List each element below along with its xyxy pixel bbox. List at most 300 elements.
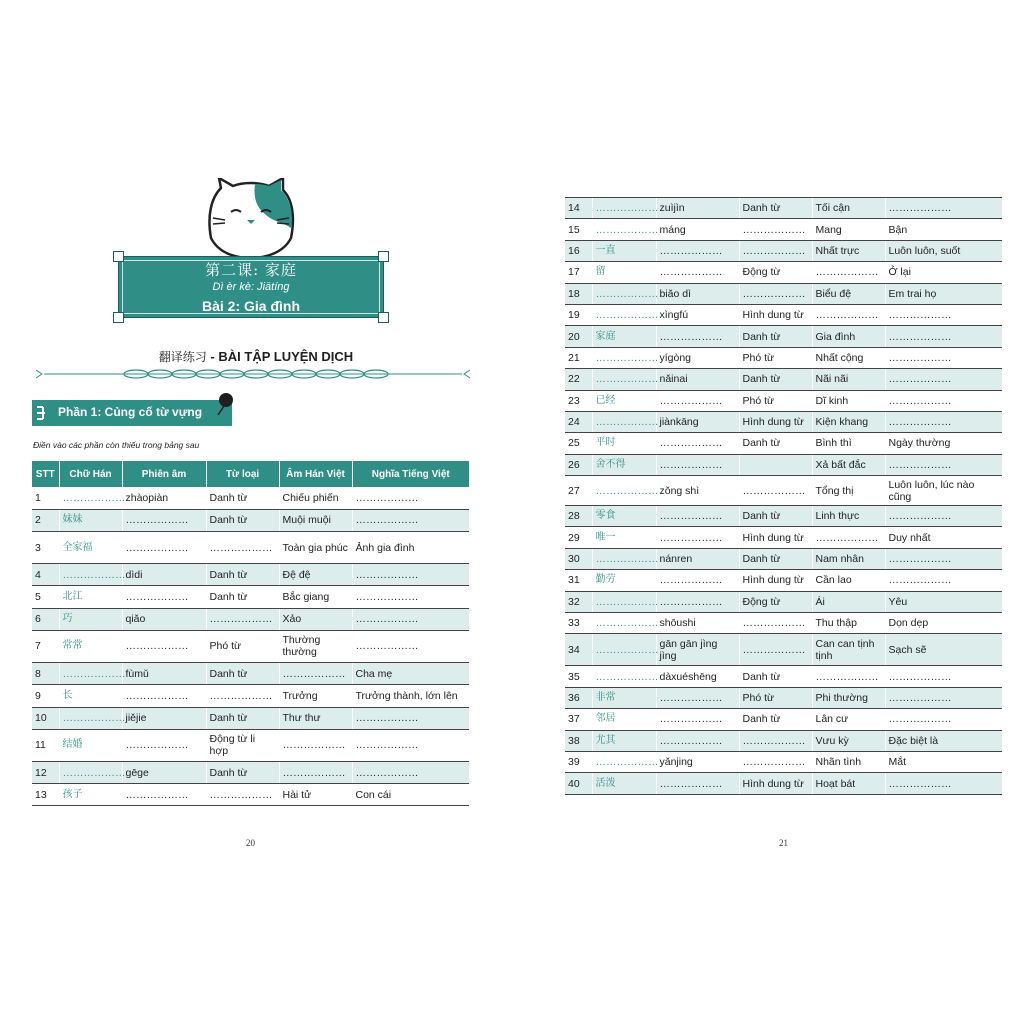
cell-phien-am: zǒng shì	[656, 476, 739, 506]
cell-chu-han[interactable]: ………………	[592, 369, 656, 390]
cell-nghia: Dọn dẹp	[885, 613, 1002, 634]
cell-nghia: Ngày thường	[885, 433, 1002, 454]
cell-nghia[interactable]: ………………	[885, 411, 1002, 432]
cell-am-han-viet: Đệ đệ	[279, 564, 352, 586]
cell-am-han-viet: Hoạt bát	[812, 773, 885, 794]
cell-am-han-viet: Nhất trực	[812, 240, 885, 261]
cell-chu-han: 结婚	[59, 729, 122, 761]
cell-tu-loai[interactable]: ………………	[739, 730, 812, 751]
cell-tu-loai: Phó từ	[206, 630, 279, 662]
cell-nghia[interactable]: ………………	[352, 586, 469, 608]
cell-am-han-viet: Thường thường	[279, 630, 352, 662]
cell-tu-loai[interactable]: ………………	[739, 751, 812, 772]
cell-chu-han[interactable]: ………………	[59, 761, 122, 783]
exercise-title-vi: BÀI TẬP LUYỆN DỊCH	[218, 349, 354, 364]
exercise-title: 翻译练习 - BÀI TẬP LUYỆN DỊCH	[158, 349, 354, 364]
vocab-table-right	[565, 197, 1002, 795]
cell-stt: 39	[565, 751, 592, 772]
cell-stt: 11	[32, 729, 59, 761]
cell-phien-am: qiǎo	[122, 608, 206, 630]
cell-nghia: Ở lại	[885, 262, 1002, 283]
cell-tu-loai: Phó từ	[739, 390, 812, 411]
cell-stt: 10	[32, 707, 59, 729]
lesson-pinyin: Dì èr kè: Jiātíng	[212, 281, 290, 293]
table-row	[32, 564, 469, 586]
cell-nghia[interactable]: ………………	[885, 773, 1002, 794]
cell-stt: 26	[565, 454, 592, 475]
cell-stt: 35	[565, 666, 592, 687]
cell-chu-han[interactable]: ………………	[592, 283, 656, 304]
cell-phien-am[interactable]: ………………	[122, 509, 206, 531]
cell-nghia: Luôn luôn, lúc nào cũng	[885, 476, 1002, 506]
cell-phien-am[interactable]: ………………	[656, 240, 739, 261]
cell-stt: 3	[32, 532, 59, 564]
cell-am-han-viet: Muội muội	[279, 509, 352, 531]
cell-chu-han: 非常	[592, 687, 656, 708]
cell-phien-am: xìngfú	[656, 304, 739, 325]
cell-nghia[interactable]: ………………	[885, 326, 1002, 347]
cell-nghia: Em trai họ	[885, 283, 1002, 304]
cell-phien-am[interactable]: ………………	[656, 390, 739, 411]
cell-chu-han: 唯一	[592, 527, 656, 548]
cell-tu-loai[interactable]: ………………	[739, 219, 812, 240]
cat-mascot-icon	[203, 178, 299, 258]
cell-stt: 23	[565, 390, 592, 411]
cell-nghia: Đặc biệt là	[885, 730, 1002, 751]
cell-am-han-viet: Nam nhân	[812, 548, 885, 569]
section-tab	[32, 400, 232, 426]
cell-chu-han: 长	[59, 685, 122, 707]
cell-phien-am[interactable]: ………………	[656, 527, 739, 548]
cell-tu-loai: Danh từ	[739, 369, 812, 390]
cell-am-han-viet: Kiện khang	[812, 411, 885, 432]
cell-phien-am[interactable]: ………………	[656, 326, 739, 347]
cell-phien-am[interactable]: ………………	[122, 532, 206, 564]
cell-stt: 40	[565, 773, 592, 794]
cell-am-han-viet: Mang	[812, 219, 885, 240]
cell-stt: 33	[565, 613, 592, 634]
table-row	[32, 608, 469, 630]
table-row	[565, 219, 1002, 240]
header-chu-han: Chữ Hán	[59, 461, 122, 487]
page-number-right: 21	[779, 838, 788, 848]
table-row	[565, 454, 1002, 475]
cell-am-han-viet: Nhất cộng	[812, 347, 885, 368]
cell-nghia[interactable]: ………………	[352, 487, 469, 509]
cell-chu-han: 邻居	[592, 709, 656, 730]
cell-tu-loai: Danh từ	[206, 509, 279, 531]
cell-stt: 18	[565, 283, 592, 304]
table-row	[32, 662, 469, 684]
cell-tu-loai: Danh từ	[206, 761, 279, 783]
cell-tu-loai: Động từ li hợp	[206, 729, 279, 761]
table-row	[565, 326, 1002, 347]
table-row	[565, 198, 1002, 219]
table-row	[565, 751, 1002, 772]
cell-am-han-viet: Phi thường	[812, 687, 885, 708]
cell-phien-am: yígòng	[656, 347, 739, 368]
cell-phien-am: máng	[656, 219, 739, 240]
cell-am-han-viet: Nãi nãi	[812, 369, 885, 390]
cell-stt: 9	[32, 685, 59, 707]
cell-tu-loai: Danh từ	[206, 662, 279, 684]
cell-phien-am: gēge	[122, 761, 206, 783]
cell-chu-han[interactable]: ………………	[59, 487, 122, 509]
cell-nghia: Mắt	[885, 751, 1002, 772]
cell-phien-am: nánren	[656, 548, 739, 569]
cell-nghia[interactable]: ………………	[885, 709, 1002, 730]
cell-chu-han: 常常	[59, 630, 122, 662]
cell-stt: 27	[565, 476, 592, 506]
table-row	[565, 527, 1002, 548]
pin-icon	[216, 392, 234, 416]
cell-chu-han: 一直	[592, 240, 656, 261]
table-row	[32, 729, 469, 761]
cell-tu-loai: Danh từ	[739, 198, 812, 219]
cell-chu-han[interactable]: ………………	[59, 564, 122, 586]
cell-tu-loai: Hình dung từ	[739, 773, 812, 794]
cell-phien-am: dìdi	[122, 564, 206, 586]
cell-tu-loai: Hình dung từ	[739, 570, 812, 591]
table-row	[565, 666, 1002, 687]
cell-tu-loai[interactable]: ………………	[739, 613, 812, 634]
cell-chu-han[interactable]: ………………	[592, 347, 656, 368]
cell-phien-am[interactable]: ………………	[122, 630, 206, 662]
cell-tu-loai: Danh từ	[739, 506, 812, 527]
cell-stt: 36	[565, 687, 592, 708]
cell-nghia[interactable]: ………………	[885, 304, 1002, 325]
cell-phien-am[interactable]: ………………	[122, 729, 206, 761]
cell-tu-loai: Danh từ	[206, 707, 279, 729]
cell-chu-han: 零食	[592, 506, 656, 527]
cell-nghia[interactable]: ………………	[352, 707, 469, 729]
cell-phien-am[interactable]: ………………	[122, 586, 206, 608]
cell-stt: 7	[32, 630, 59, 662]
cell-chu-han: 已经	[592, 390, 656, 411]
cell-am-han-viet: Gia đình	[812, 326, 885, 347]
cell-tu-loai: Phó từ	[739, 347, 812, 368]
table-row	[32, 487, 469, 509]
header-am-han-viet: Âm Hán Việt	[279, 461, 352, 487]
cell-am-han-viet: Trưởng	[279, 685, 352, 707]
page-number-left: 20	[246, 838, 255, 848]
table-row	[565, 730, 1002, 751]
cell-phien-am: nǎinai	[656, 369, 739, 390]
cell-stt: 29	[565, 527, 592, 548]
cell-chu-han[interactable]: ………………	[592, 613, 656, 634]
cell-nghia: Trưởng thành, lớn lên	[352, 685, 469, 707]
cell-tu-loai: Phó từ	[739, 687, 812, 708]
cell-tu-loai[interactable]: ………………	[206, 784, 279, 806]
table-row	[32, 784, 469, 806]
cell-phien-am: dàxuéshēng	[656, 666, 739, 687]
cell-am-han-viet[interactable]: ………………	[279, 729, 352, 761]
cell-chu-han: 活泼	[592, 773, 656, 794]
cell-phien-am[interactable]: ………………	[656, 262, 739, 283]
cell-chu-han[interactable]: ………………	[592, 198, 656, 219]
cell-stt: 31	[565, 570, 592, 591]
cell-stt: 19	[565, 304, 592, 325]
cell-nghia: Sạch sẽ	[885, 634, 1002, 666]
cell-chu-han: 留	[592, 262, 656, 283]
cell-nghia[interactable]: ………………	[352, 630, 469, 662]
table-row	[565, 433, 1002, 454]
cell-am-han-viet[interactable]: ………………	[812, 304, 885, 325]
cell-am-han-viet: Vưu kỳ	[812, 730, 885, 751]
cell-tu-loai: Danh từ	[206, 586, 279, 608]
table-row	[565, 773, 1002, 794]
cell-tu-loai[interactable]: ………………	[206, 532, 279, 564]
cell-am-han-viet: Bắc giang	[279, 586, 352, 608]
cell-chu-han[interactable]: ………………	[592, 591, 656, 612]
table-row	[565, 240, 1002, 261]
cell-am-han-viet: Ái	[812, 591, 885, 612]
cell-nghia[interactable]: ………………	[885, 687, 1002, 708]
cell-chu-han[interactable]: ………………	[592, 548, 656, 569]
cell-chu-han[interactable]: ………………	[59, 707, 122, 729]
table-row	[565, 390, 1002, 411]
table-row	[565, 476, 1002, 506]
cell-chu-han[interactable]: ………………	[592, 219, 656, 240]
cell-tu-loai: Hình dung từ	[739, 527, 812, 548]
header-tu-loai: Từ loại	[206, 461, 279, 487]
cell-phien-am[interactable]: ………………	[656, 433, 739, 454]
cell-stt: 25	[565, 433, 592, 454]
table-row	[565, 262, 1002, 283]
cell-tu-loai	[739, 454, 812, 475]
cell-phien-am: yǎnjing	[656, 751, 739, 772]
cell-stt: 12	[32, 761, 59, 783]
cell-stt: 16	[565, 240, 592, 261]
cell-am-han-viet: Xả bất đắc	[812, 454, 885, 475]
cell-chu-han: 北江	[59, 586, 122, 608]
cell-stt: 34	[565, 634, 592, 666]
cell-am-han-viet: Thu thập	[812, 613, 885, 634]
cell-chu-han[interactable]: ………………	[59, 662, 122, 684]
vocab-table-left	[32, 461, 469, 806]
cell-phien-am[interactable]: ………………	[656, 506, 739, 527]
cell-nghia[interactable]: ………………	[885, 570, 1002, 591]
table-row	[32, 532, 469, 564]
cell-chu-han: 勤劳	[592, 570, 656, 591]
cell-tu-loai[interactable]: ………………	[739, 283, 812, 304]
cell-chu-han: 孩子	[59, 784, 122, 806]
cell-chu-han[interactable]: ………………	[592, 476, 656, 506]
cell-am-han-viet: Nhãn tình	[812, 751, 885, 772]
cell-nghia[interactable]: ………………	[352, 564, 469, 586]
table-header-row	[32, 461, 469, 487]
table-row	[565, 548, 1002, 569]
cell-nghia[interactable]: ………………	[885, 369, 1002, 390]
cell-am-han-viet: Linh thực	[812, 506, 885, 527]
cell-am-han-viet: Toàn gia phúc	[279, 532, 352, 564]
lesson-title-banner	[110, 250, 392, 324]
instruction-text: Điền vào các phần còn thiếu trong bảng sau	[33, 440, 200, 450]
cell-am-han-viet: Tối cận	[812, 198, 885, 219]
section-bullet-icon	[35, 403, 49, 423]
cell-phien-am: jiànkāng	[656, 411, 739, 432]
cell-am-han-viet[interactable]: ………………	[279, 761, 352, 783]
header-nghia: Nghĩa Tiếng Việt	[352, 461, 469, 487]
cell-stt: 4	[32, 564, 59, 586]
cell-stt: 28	[565, 506, 592, 527]
cell-am-han-viet: Can can tịnh tịnh	[812, 634, 885, 666]
cell-nghia: Luôn luôn, suốt	[885, 240, 1002, 261]
cell-phien-am: zuìjìn	[656, 198, 739, 219]
table-row	[565, 347, 1002, 368]
cell-stt: 15	[565, 219, 592, 240]
cell-stt: 37	[565, 709, 592, 730]
cell-nghia: Duy nhất	[885, 527, 1002, 548]
cell-chu-han[interactable]: ………………	[592, 411, 656, 432]
cell-nghia[interactable]: ………………	[352, 608, 469, 630]
cell-phien-am[interactable]: ………………	[656, 591, 739, 612]
cell-phien-am[interactable]: ………………	[122, 784, 206, 806]
cell-phien-am[interactable]: ………………	[122, 685, 206, 707]
cell-tu-loai: Động từ	[739, 591, 812, 612]
cell-tu-loai: Hình dung từ	[739, 304, 812, 325]
cell-chu-han: 舍不得	[592, 454, 656, 475]
cell-tu-loai[interactable]: ………………	[206, 685, 279, 707]
cell-stt: 22	[565, 369, 592, 390]
header-phien-am: Phiên âm	[122, 461, 206, 487]
cell-phien-am[interactable]: ………………	[656, 570, 739, 591]
table-row	[32, 707, 469, 729]
table-row	[565, 709, 1002, 730]
table-row	[565, 369, 1002, 390]
cell-phien-am: fùmǔ	[122, 662, 206, 684]
cell-chu-han[interactable]: ………………	[592, 634, 656, 666]
cell-am-han-viet: Bình thì	[812, 433, 885, 454]
cell-phien-am: gān gān jìng jìng	[656, 634, 739, 666]
cell-nghia: Yêu	[885, 591, 1002, 612]
cell-stt: 5	[32, 586, 59, 608]
cell-stt: 13	[32, 784, 59, 806]
cell-am-han-viet: Biểu đệ	[812, 283, 885, 304]
table-row	[32, 586, 469, 608]
cell-stt: 8	[32, 662, 59, 684]
table-row	[565, 283, 1002, 304]
cell-stt: 21	[565, 347, 592, 368]
cell-tu-loai: Danh từ	[739, 326, 812, 347]
cell-nghia[interactable]: ………………	[885, 666, 1002, 687]
cell-nghia: Ảnh gia đình	[352, 532, 469, 564]
cell-tu-loai: Động từ	[739, 262, 812, 283]
cell-tu-loai: Danh từ	[739, 666, 812, 687]
cell-stt: 2	[32, 509, 59, 531]
table-row	[565, 634, 1002, 666]
table-row	[32, 761, 469, 783]
cell-nghia[interactable]: ………………	[885, 506, 1002, 527]
cell-phien-am: shōushi	[656, 613, 739, 634]
cell-phien-am[interactable]: ………………	[656, 709, 739, 730]
cell-nghia[interactable]: ………………	[885, 198, 1002, 219]
cell-chu-han[interactable]: ………………	[592, 304, 656, 325]
cell-am-han-viet: Lân cư	[812, 709, 885, 730]
cell-chu-han: 妹妹	[59, 509, 122, 531]
table-row	[32, 685, 469, 707]
cell-phien-am: biǎo dì	[656, 283, 739, 304]
cell-phien-am[interactable]: ………………	[656, 773, 739, 794]
cell-stt: 14	[565, 198, 592, 219]
cell-chu-han[interactable]: ………………	[592, 751, 656, 772]
table-row	[565, 304, 1002, 325]
cell-nghia: Con cái	[352, 784, 469, 806]
cell-am-han-viet: Chiếu phiến	[279, 487, 352, 509]
cell-tu-loai[interactable]: ………………	[739, 634, 812, 666]
cell-chu-han: 家庭	[592, 326, 656, 347]
table-row	[565, 570, 1002, 591]
lesson-title-zh: 第二课: 家庭	[205, 261, 297, 279]
cell-nghia[interactable]: ………………	[885, 454, 1002, 475]
cell-chu-han: 平时	[592, 433, 656, 454]
cell-tu-loai: Danh từ	[206, 487, 279, 509]
cell-tu-loai: Danh từ	[739, 433, 812, 454]
lesson-title-vi: Bài 2: Gia đình	[201, 298, 300, 314]
cell-am-han-viet: Cần lao	[812, 570, 885, 591]
cell-nghia: Cha mẹ	[352, 662, 469, 684]
ornamental-divider	[36, 368, 470, 380]
cell-stt: 20	[565, 326, 592, 347]
cell-am-han-viet[interactable]: ………………	[279, 662, 352, 684]
cell-am-han-viet: Dĩ kinh	[812, 390, 885, 411]
cell-am-han-viet[interactable]: ………………	[812, 527, 885, 548]
cell-am-han-viet[interactable]: ………………	[812, 262, 885, 283]
cell-nghia[interactable]: ………………	[885, 548, 1002, 569]
cell-stt: 32	[565, 591, 592, 612]
table-row	[565, 506, 1002, 527]
cell-chu-han: 全家福	[59, 532, 122, 564]
cell-am-han-viet: Hài tử	[279, 784, 352, 806]
cell-stt: 24	[565, 411, 592, 432]
cell-tu-loai[interactable]: ………………	[739, 476, 812, 506]
section-label: Phần 1: Củng cố từ vựng	[58, 405, 203, 419]
cell-nghia: Bận	[885, 219, 1002, 240]
cell-nghia[interactable]: ………………	[352, 509, 469, 531]
cell-stt: 1	[32, 487, 59, 509]
table-row	[565, 613, 1002, 634]
header-stt: STT	[32, 461, 59, 487]
cell-phien-am: jiějie	[122, 707, 206, 729]
cell-phien-am: zhàopiàn	[122, 487, 206, 509]
cell-phien-am[interactable]: ………………	[656, 687, 739, 708]
cell-nghia[interactable]: ………………	[352, 761, 469, 783]
cell-tu-loai: Danh từ	[206, 564, 279, 586]
cell-tu-loai[interactable]: ………………	[739, 240, 812, 261]
table-row	[565, 591, 1002, 612]
cell-am-han-viet: Xảo	[279, 608, 352, 630]
cell-am-han-viet: Thư thư	[279, 707, 352, 729]
table-row	[565, 687, 1002, 708]
cell-am-han-viet: Tổng thị	[812, 476, 885, 506]
cell-nghia[interactable]: ………………	[885, 347, 1002, 368]
cell-phien-am[interactable]: ………………	[656, 454, 739, 475]
cell-stt: 6	[32, 608, 59, 630]
cell-phien-am[interactable]: ………………	[656, 730, 739, 751]
cell-nghia[interactable]: ………………	[352, 729, 469, 761]
cell-chu-han[interactable]: ………………	[592, 666, 656, 687]
cell-stt: 38	[565, 730, 592, 751]
cell-stt: 30	[565, 548, 592, 569]
cell-am-han-viet[interactable]: ………………	[812, 666, 885, 687]
cell-tu-loai[interactable]: ………………	[206, 608, 279, 630]
cell-nghia[interactable]: ………………	[885, 390, 1002, 411]
cell-stt: 17	[565, 262, 592, 283]
table-row	[32, 509, 469, 531]
cell-tu-loai: Hình dung từ	[739, 411, 812, 432]
cell-tu-loai: Danh từ	[739, 548, 812, 569]
table-row	[565, 411, 1002, 432]
